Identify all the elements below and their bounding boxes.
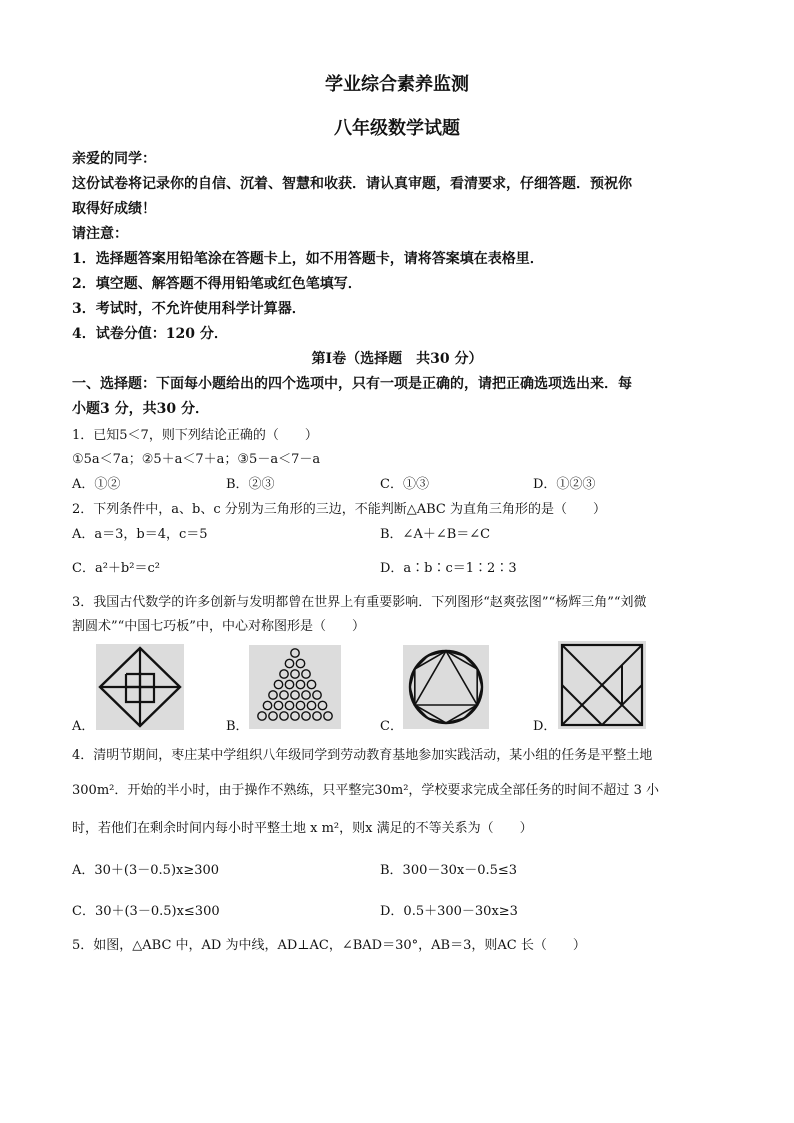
question-4-option-b[interactable]: B．300－30x－0.5≤3 <box>380 863 518 878</box>
question-2-option-c[interactable]: C．a²＋b²＝c² <box>72 561 160 576</box>
yang-hui-triangle-icon[interactable] <box>249 645 341 729</box>
note-item: 3．考试时，不允许使用科学计算器． <box>72 301 306 317</box>
question-4-stem-line1: 4．清明节期间，枣庄某中学组织八年级同学到劳动教育基地参加实践活动，某小组的任务是平整土地 <box>72 748 653 763</box>
notes-heading: 请注意： <box>72 226 128 242</box>
question-4-option-c[interactable]: C．30＋(3－0.5)x≤300 <box>72 904 220 919</box>
question-3-stem-line1: 3．我国古代数学的许多创新与发明都曾在世界上有重要影响．下列图形“赵爽弦图”“杨辉三角”“刘微 <box>72 595 647 610</box>
question-4-stem-line2: 300m²．开始的半小时，由于操作不熟练，只平整完30m²，学校要求完成全部任务的时间不超过 3 小 <box>72 783 659 798</box>
question-5-stem: 5．如图，△ABC 中，AD 为中线，AD⊥AC，∠BAD＝30°，AB＝3，则AC 长（ ） <box>72 938 586 953</box>
question-1-option-d[interactable]: D．①②③ <box>533 477 596 492</box>
intro-message-line1: 这份试卷将记录你的自信、沉着、智慧和收获．请认真审题，看清要求，仔细答题．预祝你 <box>72 176 632 192</box>
question-3-option-b[interactable]: B． <box>226 719 249 734</box>
question-3-option-d[interactable]: D． <box>533 719 557 734</box>
question-1-option-b[interactable]: B．②③ <box>226 477 275 492</box>
question-3-option-c[interactable]: C． <box>380 719 403 734</box>
liu-hui-circle-division-icon[interactable] <box>403 645 489 729</box>
tangram-icon[interactable] <box>558 641 646 729</box>
question-4-option-d[interactable]: D．0.5＋300－30x≥3 <box>380 904 518 919</box>
question-4-stem-line3: 时，若他们在剩余时间内每小时平整土地 x m²，则x 满足的不等关系为（ ） <box>72 821 533 836</box>
question-4-option-a[interactable]: A．30＋(3－0.5)x≥300 <box>72 863 220 878</box>
question-1-stem: 1．已知5＜7，则下列结论正确的（ ） <box>72 428 318 443</box>
note-item: 4．试卷分值：120 分． <box>72 326 228 342</box>
page-title: 学业综合素养监测 <box>325 74 469 95</box>
question-2-option-d[interactable]: D．a∶b∶c＝1∶2∶3 <box>380 561 517 576</box>
greeting: 亲爱的同学： <box>72 151 156 167</box>
zhao-shuang-chord-diagram-icon[interactable] <box>96 644 184 730</box>
question-2-option-a[interactable]: A．a＝3，b＝4，c＝5 <box>72 527 208 542</box>
section-title: 第Ⅰ卷（选择题 共30 分） <box>311 351 483 367</box>
question-1-option-c[interactable]: C．①③ <box>380 477 429 492</box>
note-item: 2．填空题、解答题不得用铅笔或红色笔填写． <box>72 276 362 292</box>
page-subtitle: 八年级数学试题 <box>334 118 460 139</box>
section-instruction-line1: 一、选择题：下面每小题给出的四个选项中，只有一项是正确的，请把正确选项选出来．每 <box>72 376 632 392</box>
question-1-conditions: ①5a＜7a；②5＋a＜7＋a；③5－a＜7－a <box>72 452 321 467</box>
question-2-stem: 2．下列条件中，a、b、c 分别为三角形的三边，不能判断△ABC 为直角三角形的是（ ） <box>72 502 607 517</box>
section-instruction-line2: 小题3 分，共30 分． <box>72 401 209 417</box>
intro-message-line2: 取得好成绩！ <box>72 201 156 217</box>
question-3-stem-line2: 割圆术”“中国七巧板”中，中心对称图形是（ ） <box>72 619 365 634</box>
question-3-option-a[interactable]: A． <box>72 719 95 734</box>
note-item: 1．选择题答案用铅笔涂在答题卡上，如不用答题卡，请将答案填在表格里． <box>72 251 544 267</box>
question-2-option-b[interactable]: B．∠A＋∠B＝∠C <box>380 527 491 542</box>
question-1-option-a[interactable]: A．①② <box>72 477 121 492</box>
